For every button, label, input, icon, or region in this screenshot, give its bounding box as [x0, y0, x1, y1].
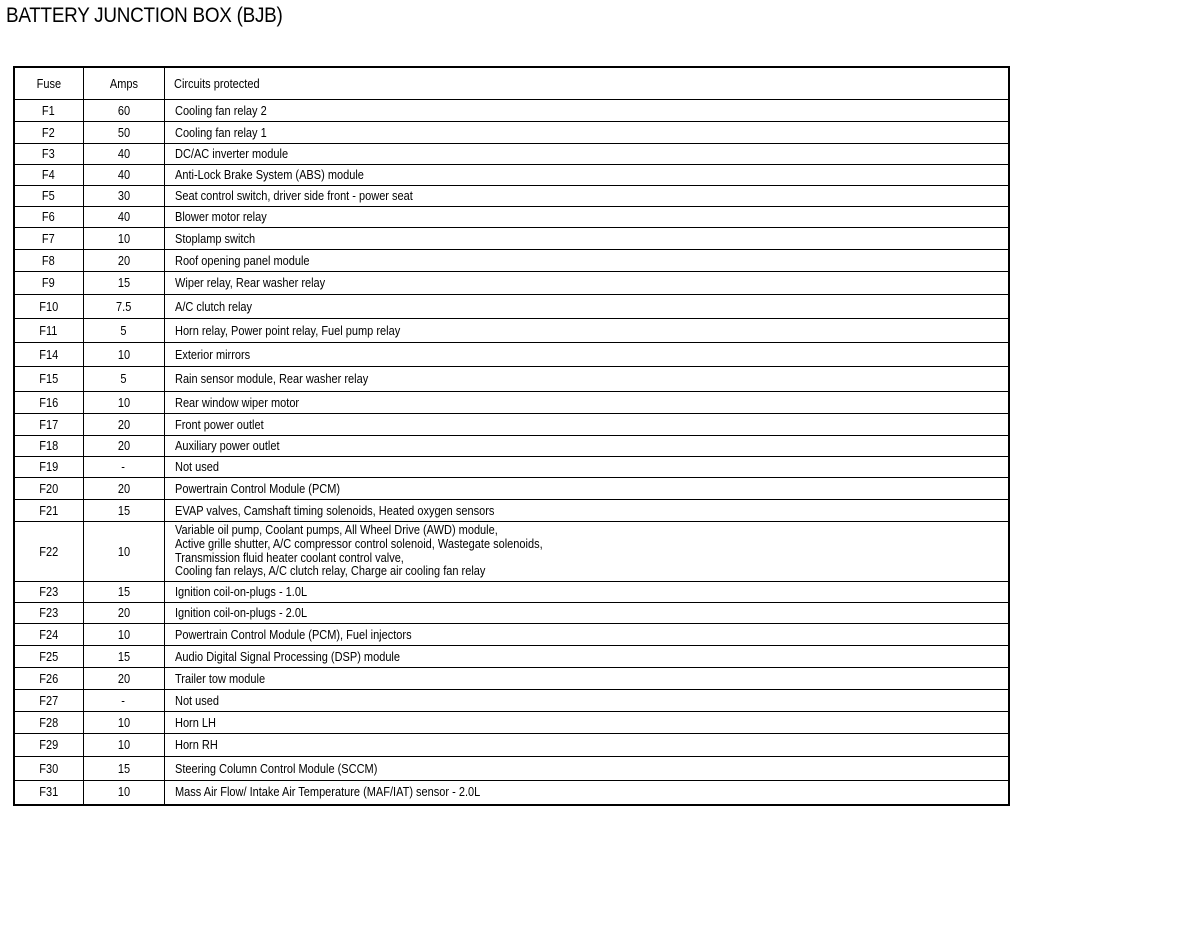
- table-row: [14, 144, 1009, 165]
- circuits-cell: Audio Digital Signal Processing (DSP) module: [164, 646, 1009, 668]
- amps-cell: 50: [83, 122, 164, 144]
- circuits-cell: Horn RH: [164, 734, 1009, 757]
- amps-cell: 5: [83, 319, 164, 343]
- fuse-cell: F14: [14, 343, 83, 367]
- circuits-cell: Ignition coil-on-plugs - 2.0L: [164, 603, 1009, 624]
- circuits-cell: Horn LH: [164, 712, 1009, 734]
- fuse-cell: F8: [14, 250, 83, 272]
- table-body: [14, 100, 1009, 805]
- table-row: [14, 436, 1009, 457]
- table-row: [14, 582, 1009, 603]
- amps-cell: -: [83, 457, 164, 478]
- amps-cell: 5: [83, 367, 164, 392]
- circuits-cell: Steering Column Control Module (SCCM): [164, 757, 1009, 781]
- circuits-cell: EVAP valves, Camshaft timing solenoids, Heated oxygen sensors: [164, 500, 1009, 522]
- fuse-cell: F3: [14, 144, 83, 165]
- fuse-cell: F5: [14, 186, 83, 207]
- circuits-cell: Anti-Lock Brake System (ABS) module: [164, 165, 1009, 186]
- column-header-fuse: Fuse: [14, 67, 83, 100]
- table-row: [14, 122, 1009, 144]
- circuits-cell: Variable oil pump, Coolant pumps, All Wheel Drive (AWD) module, Active grille shutter, A/C compressor control solenoid, Wastegate solenoids, Transmission fluid heater coolant control valve, Cooling fan relays, A/C clutch relay, Charge air cooling fan relay: [164, 522, 1009, 582]
- circuits-cell: Roof opening panel module: [164, 250, 1009, 272]
- fuse-cell: F20: [14, 478, 83, 500]
- circuits-cell: Blower motor relay: [164, 207, 1009, 228]
- fuse-cell: F28: [14, 712, 83, 734]
- table-row: [14, 603, 1009, 624]
- fuse-cell: F22: [14, 522, 83, 582]
- amps-cell: 15: [83, 500, 164, 522]
- fuse-cell: F18: [14, 436, 83, 457]
- table-row: [14, 712, 1009, 734]
- fuse-cell: F2: [14, 122, 83, 144]
- circuits-cell: Rain sensor module, Rear washer relay: [164, 367, 1009, 392]
- fuse-cell: F10: [14, 295, 83, 319]
- table-row: [14, 668, 1009, 690]
- table-row: [14, 165, 1009, 186]
- circuits-cell: Cooling fan relay 1: [164, 122, 1009, 144]
- fuse-cell: F11: [14, 319, 83, 343]
- fuse-cell: F23: [14, 603, 83, 624]
- table-row: [14, 646, 1009, 668]
- amps-cell: 15: [83, 272, 164, 295]
- amps-cell: 10: [83, 712, 164, 734]
- fuse-cell: F24: [14, 624, 83, 646]
- fuse-cell: F30: [14, 757, 83, 781]
- fuse-cell: F7: [14, 228, 83, 250]
- fuse-cell: F1: [14, 100, 83, 122]
- table-row: [14, 343, 1009, 367]
- fuse-cell: F23: [14, 582, 83, 603]
- table-row: [14, 207, 1009, 228]
- header-row: [14, 67, 1009, 100]
- table-row: [14, 757, 1009, 781]
- circuits-cell: Trailer tow module: [164, 668, 1009, 690]
- amps-cell: 40: [83, 144, 164, 165]
- fuse-cell: F31: [14, 781, 83, 805]
- fuse-cell: F6: [14, 207, 83, 228]
- circuits-cell: Stoplamp switch: [164, 228, 1009, 250]
- fuse-cell: F4: [14, 165, 83, 186]
- amps-cell: 10: [83, 522, 164, 582]
- circuits-cell: Seat control switch, driver side front - power seat: [164, 186, 1009, 207]
- circuits-cell: Cooling fan relay 2: [164, 100, 1009, 122]
- amps-cell: 10: [83, 228, 164, 250]
- amps-cell: 40: [83, 207, 164, 228]
- circuits-cell: Exterior mirrors: [164, 343, 1009, 367]
- fuse-cell: F29: [14, 734, 83, 757]
- fuse-cell: F16: [14, 392, 83, 414]
- circuits-cell: Auxiliary power outlet: [164, 436, 1009, 457]
- amps-cell: 20: [83, 414, 164, 436]
- column-header-circuits: Circuits protected: [164, 67, 1009, 100]
- table-row: [14, 781, 1009, 805]
- amps-cell: 10: [83, 624, 164, 646]
- table-row: [14, 367, 1009, 392]
- table-row: [14, 414, 1009, 436]
- circuits-cell: A/C clutch relay: [164, 295, 1009, 319]
- amps-cell: 7.5: [83, 295, 164, 319]
- amps-cell: 10: [83, 781, 164, 805]
- circuits-cell: Ignition coil-on-plugs - 1.0L: [164, 582, 1009, 603]
- fuse-cell: F21: [14, 500, 83, 522]
- amps-cell: 20: [83, 603, 164, 624]
- fuse-cell: F25: [14, 646, 83, 668]
- amps-cell: 10: [83, 392, 164, 414]
- amps-cell: 60: [83, 100, 164, 122]
- table-row: [14, 457, 1009, 478]
- table-row: [14, 522, 1009, 582]
- circuits-cell: Powertrain Control Module (PCM), Fuel injectors: [164, 624, 1009, 646]
- amps-cell: 40: [83, 165, 164, 186]
- amps-cell: 20: [83, 250, 164, 272]
- circuits-cell: Not used: [164, 690, 1009, 712]
- table-row: [14, 624, 1009, 646]
- circuits-cell: Rear window wiper motor: [164, 392, 1009, 414]
- circuits-cell: Horn relay, Power point relay, Fuel pump relay: [164, 319, 1009, 343]
- amps-cell: 10: [83, 343, 164, 367]
- table-row: [14, 392, 1009, 414]
- fuse-cell: F27: [14, 690, 83, 712]
- amps-cell: -: [83, 690, 164, 712]
- amps-cell: 15: [83, 582, 164, 603]
- circuits-cell: DC/AC inverter module: [164, 144, 1009, 165]
- amps-cell: 15: [83, 757, 164, 781]
- amps-cell: 20: [83, 668, 164, 690]
- fuse-cell: F15: [14, 367, 83, 392]
- table-header: [14, 67, 1009, 100]
- table-row: [14, 228, 1009, 250]
- circuits-cell: Not used: [164, 457, 1009, 478]
- table-row: [14, 272, 1009, 295]
- table-row: [14, 186, 1009, 207]
- circuits-cell: Wiper relay, Rear washer relay: [164, 272, 1009, 295]
- table-row: [14, 250, 1009, 272]
- circuits-cell: Front power outlet: [164, 414, 1009, 436]
- fuse-cell: F17: [14, 414, 83, 436]
- table-row: [14, 295, 1009, 319]
- amps-cell: 20: [83, 478, 164, 500]
- table-row: [14, 478, 1009, 500]
- circuits-cell: Mass Air Flow/ Intake Air Temperature (MAF/IAT) sensor - 2.0L: [164, 781, 1009, 805]
- table-row: [14, 734, 1009, 757]
- fuse-table: [13, 66, 1010, 806]
- fuse-cell: F19: [14, 457, 83, 478]
- fuse-cell: F9: [14, 272, 83, 295]
- table-row: [14, 690, 1009, 712]
- amps-cell: 10: [83, 734, 164, 757]
- table-row: [14, 100, 1009, 122]
- column-header-amps: Amps: [83, 67, 164, 100]
- amps-cell: 20: [83, 436, 164, 457]
- fuse-cell: F26: [14, 668, 83, 690]
- table-row: [14, 500, 1009, 522]
- circuits-cell: Powertrain Control Module (PCM): [164, 478, 1009, 500]
- amps-cell: 30: [83, 186, 164, 207]
- table-row: [14, 319, 1009, 343]
- page-title: BATTERY JUNCTION BOX (BJB): [6, 4, 283, 27]
- amps-cell: 15: [83, 646, 164, 668]
